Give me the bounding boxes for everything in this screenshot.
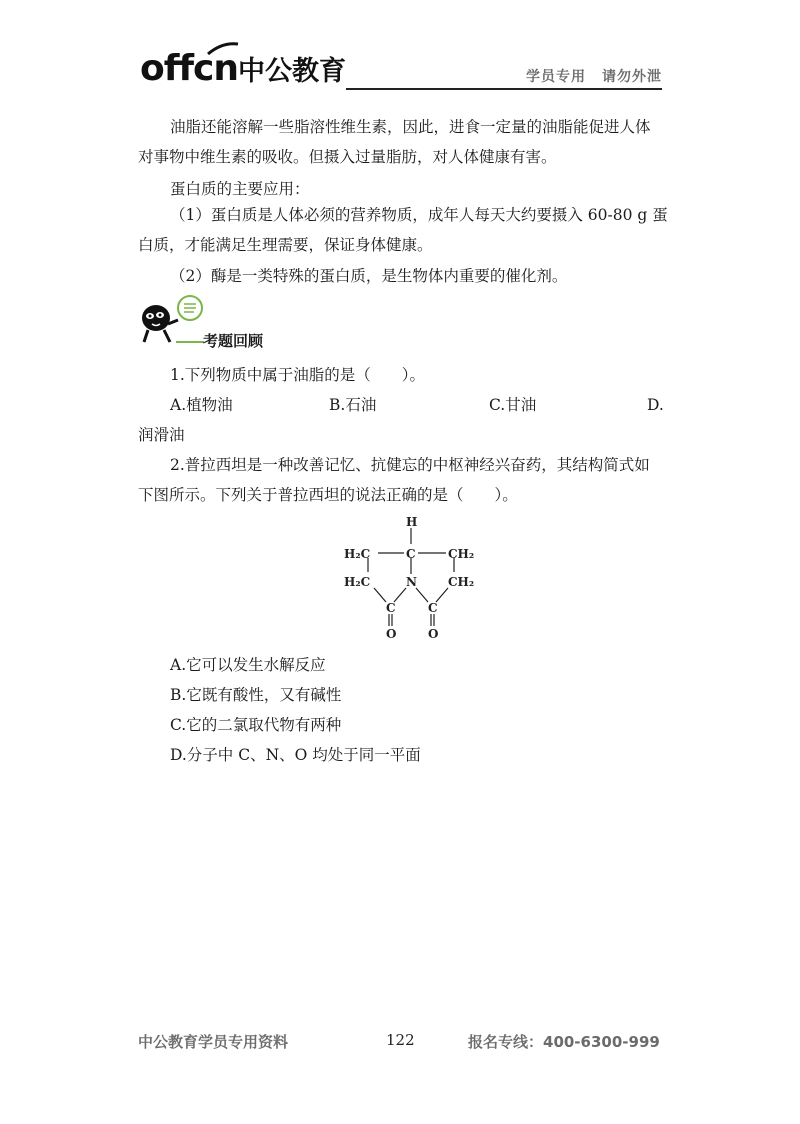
notice-students-only: 学员专用: [526, 69, 586, 85]
label-ch2-right-top: CH₂: [448, 547, 475, 561]
page-number: 122: [386, 1031, 415, 1049]
q2-stem-line2: 下图所示。下列关于普拉西坦的说法正确的是（ ）。: [138, 486, 518, 504]
label-h-top: H: [406, 515, 418, 529]
label-o-right: O: [428, 627, 439, 641]
label-h2c-left-top: H₂C: [344, 547, 371, 561]
logo-latin-text: offcn: [140, 48, 239, 89]
para1-line1: 油脂还能溶解一些脂溶性维生素，因此，进食一定量的油脂能促进人体: [170, 118, 651, 136]
label-c-center: C: [406, 547, 416, 561]
q2-stem-line1: 2.普拉西坦是一种改善记忆、抗健忘的中枢神经兴奋药，其结构简式如: [170, 456, 650, 474]
header-notice: [526, 66, 662, 86]
offcn-logo: [138, 40, 350, 92]
q1-option-a: A.植物油: [170, 396, 233, 414]
mascot-icon: [138, 294, 208, 346]
section-title: 考题回顾: [203, 332, 264, 350]
q2-option-d: D.分子中 C、N、O 均处于同一平面: [170, 746, 421, 764]
q2-option-b: B.它既有酸性，又有碱性: [170, 686, 342, 704]
q1-option-c: C.甘油: [489, 396, 537, 414]
q2-option-c: C.它的二氯取代物有两种: [170, 716, 342, 734]
item2: （2）酶是一类特殊的蛋白质，是生物体内重要的催化剂。: [170, 267, 568, 285]
para2: 蛋白质的主要应用：: [170, 180, 310, 198]
label-n: N: [406, 575, 417, 589]
notice-no-leak: 请勿外泄: [602, 69, 662, 85]
q1-option-d-wrap: 润滑油: [138, 426, 185, 444]
footer-left: 中公教育学员专用资料: [138, 1033, 289, 1051]
item1-line2: 白质，才能满足生理需要，保证身体健康。: [138, 236, 433, 254]
q1-option-d: D.: [647, 396, 664, 414]
para1-line2: 对事物中维生素的吸收。但摄入过量脂肪，对人体健康有害。: [138, 148, 557, 166]
footer-hotline: 报名专线：400-6300-999: [468, 1033, 660, 1051]
logo-cn-text: 中公教育: [238, 56, 346, 87]
label-o-left: O: [386, 627, 397, 641]
label-c-right: C: [428, 601, 438, 615]
label-ch2-right-bottom: CH₂: [448, 575, 475, 589]
q1-stem: 1.下列物质中属于油脂的是（ ）。: [170, 366, 426, 384]
header-rule: [346, 88, 662, 90]
q2-option-a: A.它可以发生水解反应: [170, 656, 326, 674]
q1-option-b: B.石油: [329, 396, 377, 414]
label-h2c-left-bottom: H₂C: [344, 575, 371, 589]
item1-line1: （1）蛋白质是人体必须的营养物质，成年人每天大约要摄入 60-80 g 蛋: [170, 206, 668, 224]
piracetam-structure: [340, 514, 490, 642]
label-c-left: C: [386, 601, 396, 615]
